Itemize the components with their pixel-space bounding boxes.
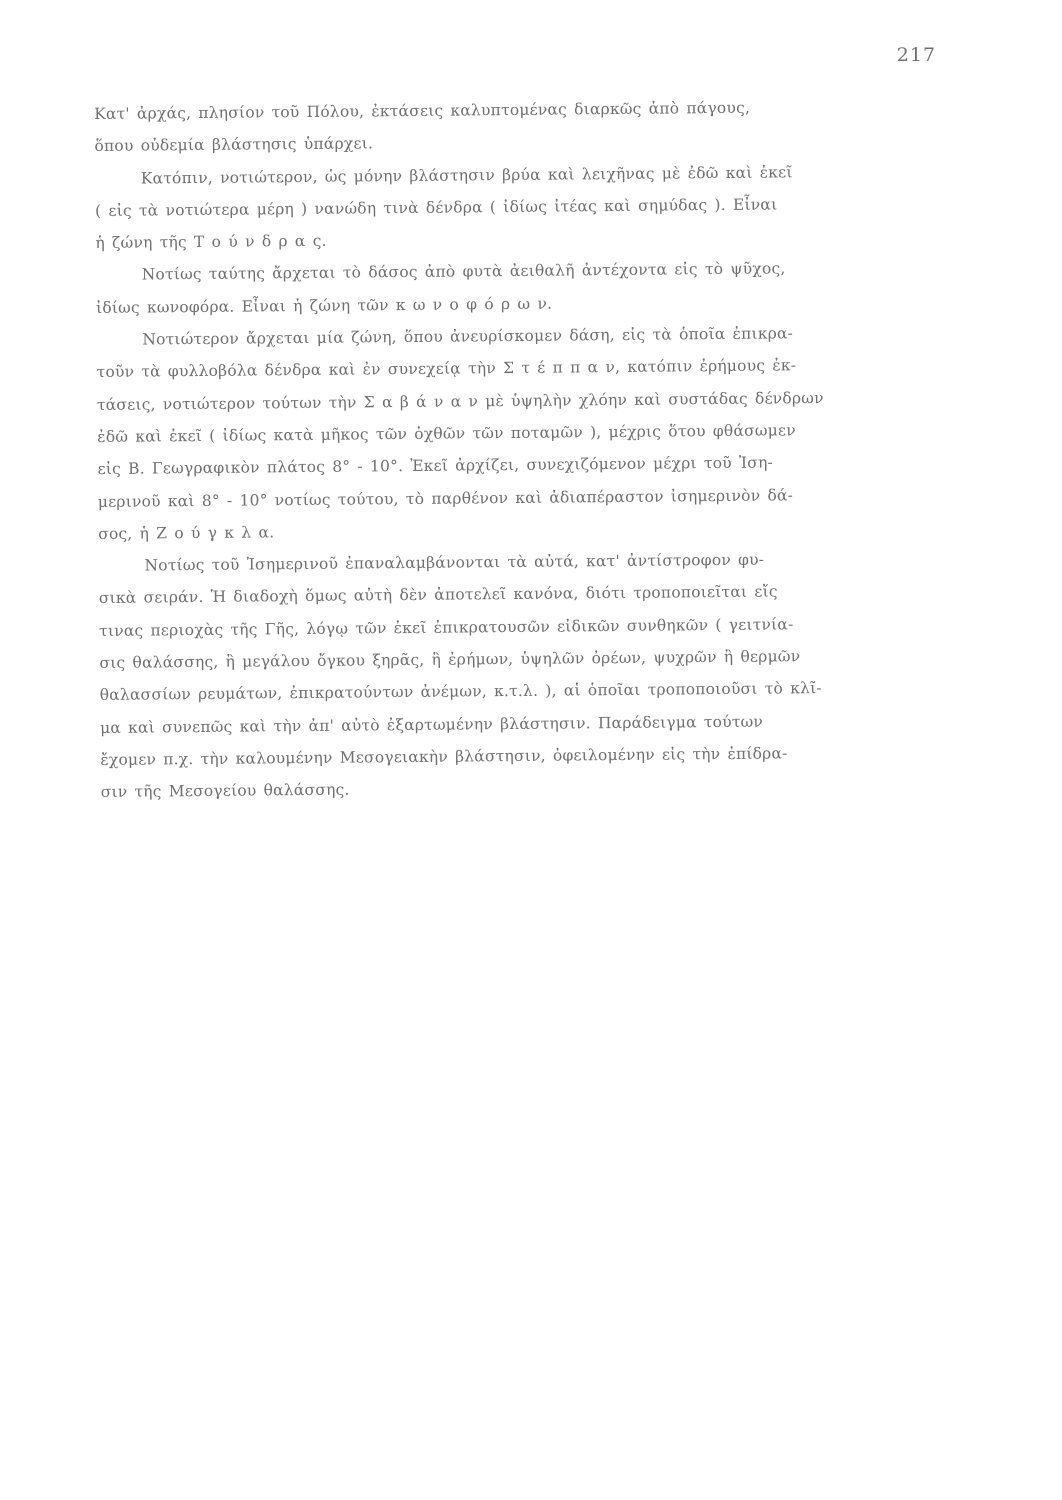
text-line: τάσεις, νοτιώτερον τούτων τὴν Σ α β ά ν α ν μὲ ὑψηλὴν χλόην καὶ συστάδας δένδρων [96, 388, 824, 414]
text-line: τινας περιοχὰς τῆς Γῆς, λόγῳ τῶν ἐκεῖ ἐπικρατουσῶν εἰδικῶν συνθηκῶν ( γειτνία- [99, 615, 794, 640]
text-line: σις θαλάσσης, ἢ μεγάλου ὄγκου ξηρᾶς, ἢ ἐρήμων, ὑψηλῶν ὀρέων, ψυχρῶν ἢ θερμῶν [99, 647, 801, 673]
paragraph-3 [96, 251, 967, 324]
text-line: ἔχομεν π.χ. τὴν καλουμένην Μεσογειακὴν βλάστησιν, ὀφειλομένην εἰς τὴν ἐπίδρα- [100, 744, 788, 769]
text-line: Κατ' ἀρχάς, πλησίον τοῦ Πόλου, ἐκτάσεις καλυπτομένας διαρκῶς ἀπὸ πάγους, [94, 98, 751, 123]
text-line: σιν τῆς Μεσογείου θαλάσσης. [100, 780, 350, 802]
text-line: μερινοῦ καὶ 8° - 10° νοτίως τούτου, τὸ παρθένον καὶ ἀδιαπέραστον ἰσημερινὸν δά- [97, 485, 794, 511]
paragraph-5 [98, 542, 970, 809]
paragraph-2 [95, 154, 966, 259]
text-line: ἡ ζώνη τῆς Τ ο ύ ν δ ρ α ς. [95, 231, 327, 253]
paragraph-1 [94, 90, 965, 163]
text-line: ὅπου οὐδεμία βλάστησις ὑπάρχει. [94, 134, 374, 156]
text-line: Νοτιώτερον ἄρχεται μία ζώνη, ὅπου ἀνευρίσκομεν δάση, εἰς τὰ ὁποῖα ἐπικρα- [142, 324, 794, 349]
text-line: ἰδίως κωνοφόρα. Εἶναι ἡ ζώνη τῶν κ ω ν ο φ ό ρ ω ν. [95, 294, 553, 317]
text-line: Νοτίως ταύτης ἄρχεται τὸ δάσος ἀπὸ φυτὰ ἀειθαλῆ ἀντέχοντα εἰς τὸ ψῦχος, [141, 259, 786, 285]
text-line: εἰς Β. Γεωγραφικὸν πλάτος 8° - 10°. Ἐκεῖ ἀρχίζει, συνεχιζόμενον μέχρι τοῦ Ἰση- [97, 453, 774, 479]
text-line: ἐδῶ καὶ ἐκεῖ ( ἰδίως κατὰ μῆκος τῶν ὀχθῶν τῶν ποταμῶν ), μέχρις ὅτου φθάσωμεν [97, 421, 796, 446]
page-number: 217 [896, 44, 936, 66]
text-line: μα καὶ συνεπῶς καὶ τὴν ἀπ' αὐτὸ ἐξαρτωμένην βλάστησιν. Παράδειγμα τούτων [99, 712, 764, 737]
text-line: σικὰ σειράν. Ἡ διαδοχὴ ὅμως αὐτὴ δὲν ἀποτελεῖ κανόνα, διότι τροποποιεῖται εἴς [98, 582, 778, 608]
body-text [94, 90, 971, 809]
text-line: Νοτίως τοῦ Ἰσημερινοῦ ἐπαναλαμβάνονται τὰ αὐτά, κατ' ἀντίστροφον φυ- [144, 550, 765, 575]
text-line: σος, ἡ Ζ ο ύ γ κ λ α. [98, 523, 275, 543]
text-line: Κατόπιν, νοτιώτερον, ὡς μόνην βλάστησιν βρύα καὶ λειχῆνας μὲ ἐδῶ καὶ ἐκεῖ [140, 162, 793, 188]
paragraph-4 [96, 316, 968, 550]
text-line: ( εἰς τὰ νοτιώτερα μέρη ) νανώδη τινὰ δένδρα ( ἰδίως ἰτέας καὶ σημύδας ). Εἶναι [94, 195, 778, 220]
text-line: θαλασσίων ρευμάτων, ἐπικρατούντων ἀνέμων, κ.τ.λ. ), αἱ ὁποῖαι τροποποιοῦσι τὸ κλῖ- [99, 679, 822, 705]
text-line: τοῦν τὰ φυλλοβόλα δένδρα καὶ ἐν συνεχείᾳ τὴν Σ τ έ π π α ν, κατόπιν ἐρήμους ἐκ- [96, 356, 797, 382]
